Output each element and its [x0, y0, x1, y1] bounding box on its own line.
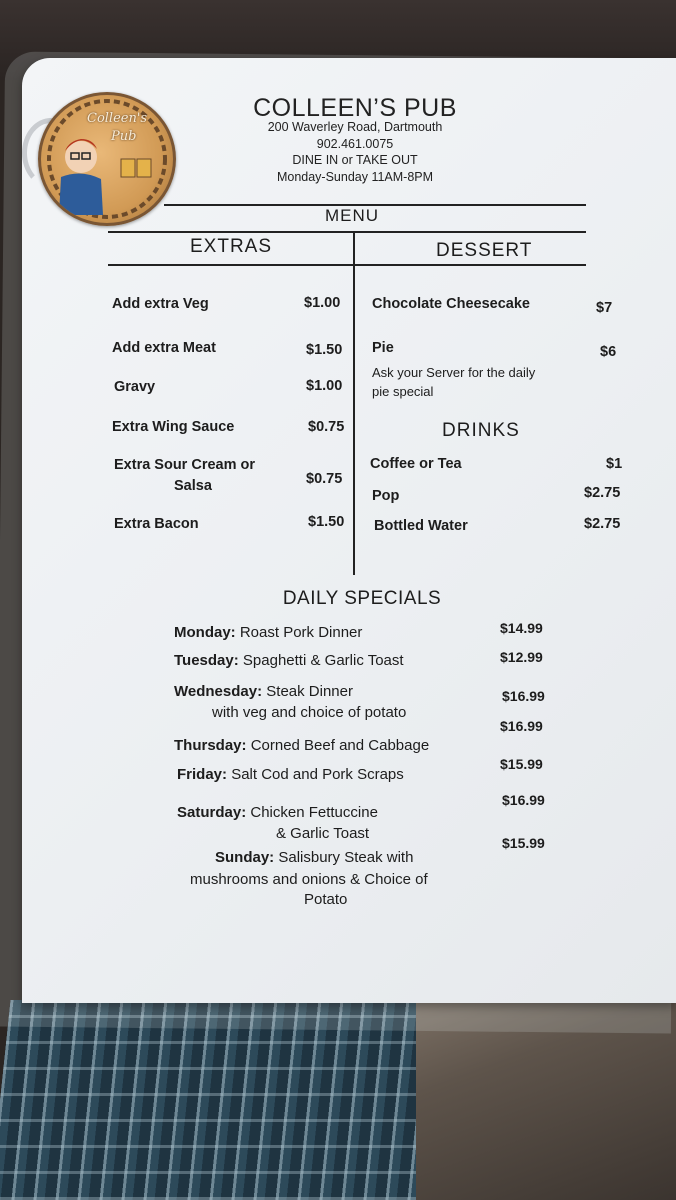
drinks-title: DRINKS: [442, 420, 520, 441]
special-day: Monday:: [174, 624, 236, 641]
menu-page: [22, 58, 676, 1003]
extras-item-price: $1.50: [306, 342, 343, 358]
drinks-item-name: Pop: [372, 488, 400, 504]
special-tuesday: [174, 650, 404, 672]
special-price: $12.99: [500, 649, 543, 665]
special-price: $14.99: [500, 620, 543, 636]
dessert-title: DESSERT: [436, 240, 533, 261]
special-price: $15.99: [500, 756, 543, 772]
dessert-note: Ask your Server for the daily: [372, 365, 536, 380]
special-dish-line2: mushrooms and onions & Choice of: [190, 871, 428, 888]
dessert-note-line2: pie special: [372, 384, 434, 399]
opening-hours: Monday-Sunday 11AM-8PM: [276, 170, 434, 184]
menu-title: MENU: [324, 206, 380, 225]
special-saturday: [177, 802, 378, 824]
dessert-item-price: $7: [596, 300, 613, 316]
dessert-item-name: Chocolate Cheesecake: [372, 296, 530, 312]
special-sunday: [215, 847, 413, 869]
extras-item-name: Extra Sour Cream or: [114, 457, 256, 473]
special-dish: Salisbury Steak with: [278, 849, 414, 866]
special-price: $16.99: [502, 688, 545, 704]
specials-title: DAILY SPECIALS: [282, 588, 442, 609]
extras-item-name: Gravy: [114, 379, 156, 395]
extras-item-name-line2: Salsa: [174, 478, 212, 494]
extras-item-name: Extra Wing Sauce: [112, 419, 235, 435]
special-price: $15.99: [502, 835, 545, 851]
special-dish: Steak Dinner: [266, 683, 353, 700]
special-wednesday: [174, 681, 353, 703]
dessert-item-price: $6: [600, 344, 617, 360]
drinks-item-price: $2.75: [584, 516, 621, 532]
special-dish-line2: & Garlic Toast: [276, 825, 370, 842]
extras-item-price: $1.50: [308, 514, 345, 530]
extras-item-name: Add extra Veg: [112, 296, 209, 312]
special-dish: Chicken Fettuccine: [250, 804, 378, 821]
special-day: Sunday:: [215, 849, 275, 866]
extras-item-price: $0.75: [308, 419, 345, 435]
drinks-item-name: Bottled Water: [374, 518, 468, 534]
pub-name: COLLEEN’S PUB: [253, 94, 457, 122]
special-dish: Corned Beef and Cabbage: [250, 737, 430, 754]
dessert-item-name: Pie: [372, 340, 394, 356]
extras-item-name: Extra Bacon: [114, 516, 199, 532]
special-dish-line2: with veg and choice of potato: [212, 704, 407, 721]
column-divider: [353, 231, 355, 575]
special-day: Thursday:: [174, 737, 247, 754]
special-dish: Spaghetti & Garlic Toast: [242, 652, 404, 669]
special-dish: Salt Cod and Pork Scraps: [231, 766, 404, 783]
logo-text-bottom: Pub: [111, 129, 137, 144]
special-friday: [177, 764, 404, 786]
extras-item-price: $1.00: [306, 378, 343, 394]
address: 200 Waverley Road, Dartmouth: [267, 120, 443, 134]
special-dish: Roast Pork Dinner: [239, 624, 363, 641]
phone-number: 902.461.0075: [316, 137, 394, 151]
divider-sections: [108, 264, 586, 266]
drinks-item-name: Coffee or Tea: [370, 456, 462, 472]
special-day: Wednesday:: [174, 683, 263, 700]
special-day: Tuesday:: [174, 652, 239, 669]
special-price: $16.99: [500, 718, 543, 734]
divider-menu: [108, 231, 586, 233]
special-monday: [174, 622, 362, 644]
special-day: Friday:: [177, 766, 228, 783]
special-price: $16.99: [502, 792, 545, 808]
logo-text-top: Colleen's: [87, 111, 148, 126]
special-thursday: [174, 735, 429, 757]
extras-item-price: $1.00: [304, 295, 341, 311]
pub-logo: [38, 92, 176, 226]
extras-item-price: $0.75: [306, 471, 343, 487]
special-dish-line3: Potato: [304, 891, 348, 908]
drinks-item-price: $2.75: [584, 485, 621, 501]
extras-title: EXTRAS: [190, 236, 273, 257]
service-options: DINE IN or TAKE OUT: [292, 153, 418, 167]
extras-item-name: Add extra Meat: [112, 340, 216, 356]
drinks-item-price: $1: [606, 456, 623, 472]
special-day: Saturday:: [177, 804, 247, 821]
